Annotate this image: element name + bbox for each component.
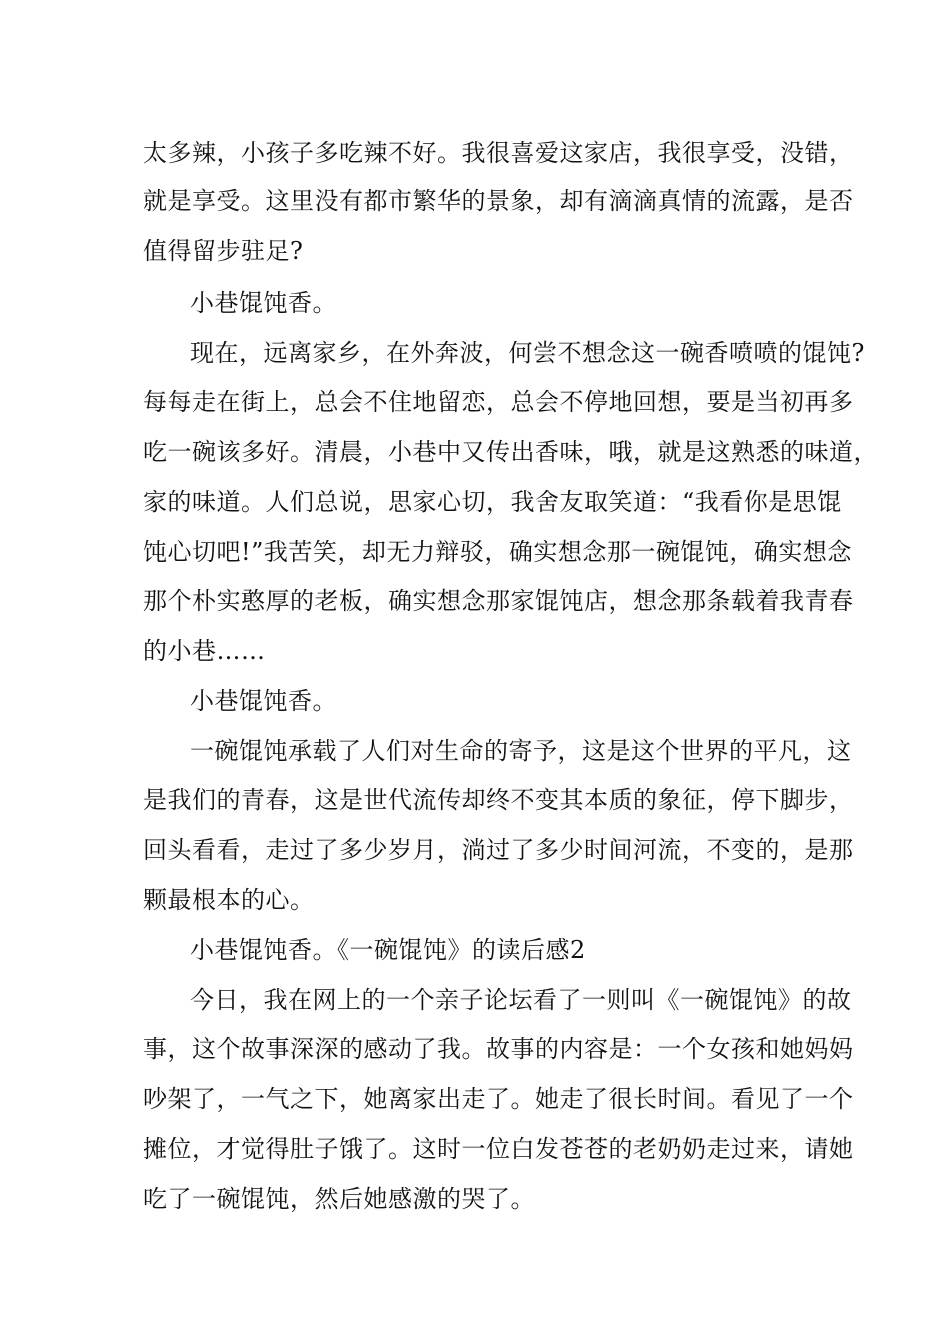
paragraph-heading: 小巷馄饨香。 <box>190 289 337 317</box>
paragraph-heading: 小巷馄饨香。 <box>190 687 337 715</box>
text-line: 现在，远离家乡，在外奔波，何尝不想念这一碗香喷喷的馄饨? <box>190 339 865 367</box>
text-line: 是我们的青春，这是世代流传却终不变其本质的象征，停下脚步， <box>143 786 854 814</box>
text-line: 今日，我在网上的一个亲子论坛看了一则叫《一碗馄饨》的故 <box>190 986 852 1014</box>
text-line: 那个朴实憨厚的老板，确实想念那家馄饨店，想念那条载着我青春 <box>143 587 854 615</box>
text-line: 回头看看，走过了多少岁月，淌过了多少时间河流，不变的，是那 <box>143 836 854 864</box>
text-line: 摊位，才觉得肚子饿了。这时一位白发苍苍的老奶奶走过来，请她 <box>143 1135 854 1163</box>
text-line: 的小巷…… <box>143 637 266 665</box>
text-line: 吃一碗该多好。清晨，小巷中又传出香味，哦，就是这熟悉的味道， <box>143 438 878 466</box>
text-line: 颗最根本的心。 <box>143 886 315 914</box>
text-line: 饨心切吧!”我苦笑，却无力辩驳，确实想念那一碗馄饨，确实想念 <box>143 538 852 566</box>
text-line: 每每走在街上，总会不住地留恋，总会不停地回想，要是当初再多 <box>143 388 854 416</box>
text-line: 家的味道。人们总说，思家心切，我舍友取笑道：“我看你是思馄 <box>143 488 842 516</box>
text-line: 值得留步驻足? <box>143 237 304 265</box>
text-line: 事，这个故事深深的感动了我。故事的内容是：一个女孩和她妈妈 <box>143 1035 854 1063</box>
text-line: 一碗馄饨承载了人们对生命的寄予，这是这个世界的平凡，这 <box>190 737 852 765</box>
text-line: 吃了一碗馄饨，然后她感激的哭了。 <box>143 1185 535 1213</box>
section-title: 小巷馄饨香。《一碗馄饨》的读后感2 <box>190 936 586 964</box>
text-line: 吵架了，一气之下，她离家出走了。她走了很长时间。看见了一个 <box>143 1085 854 1113</box>
text-line: 太多辣，小孩子多吃辣不好。我很喜爱这家店，我很享受，没错， <box>143 139 854 167</box>
text-line: 就是享受。这里没有都市繁华的景象，却有滴滴真情的流露，是否 <box>143 187 854 215</box>
